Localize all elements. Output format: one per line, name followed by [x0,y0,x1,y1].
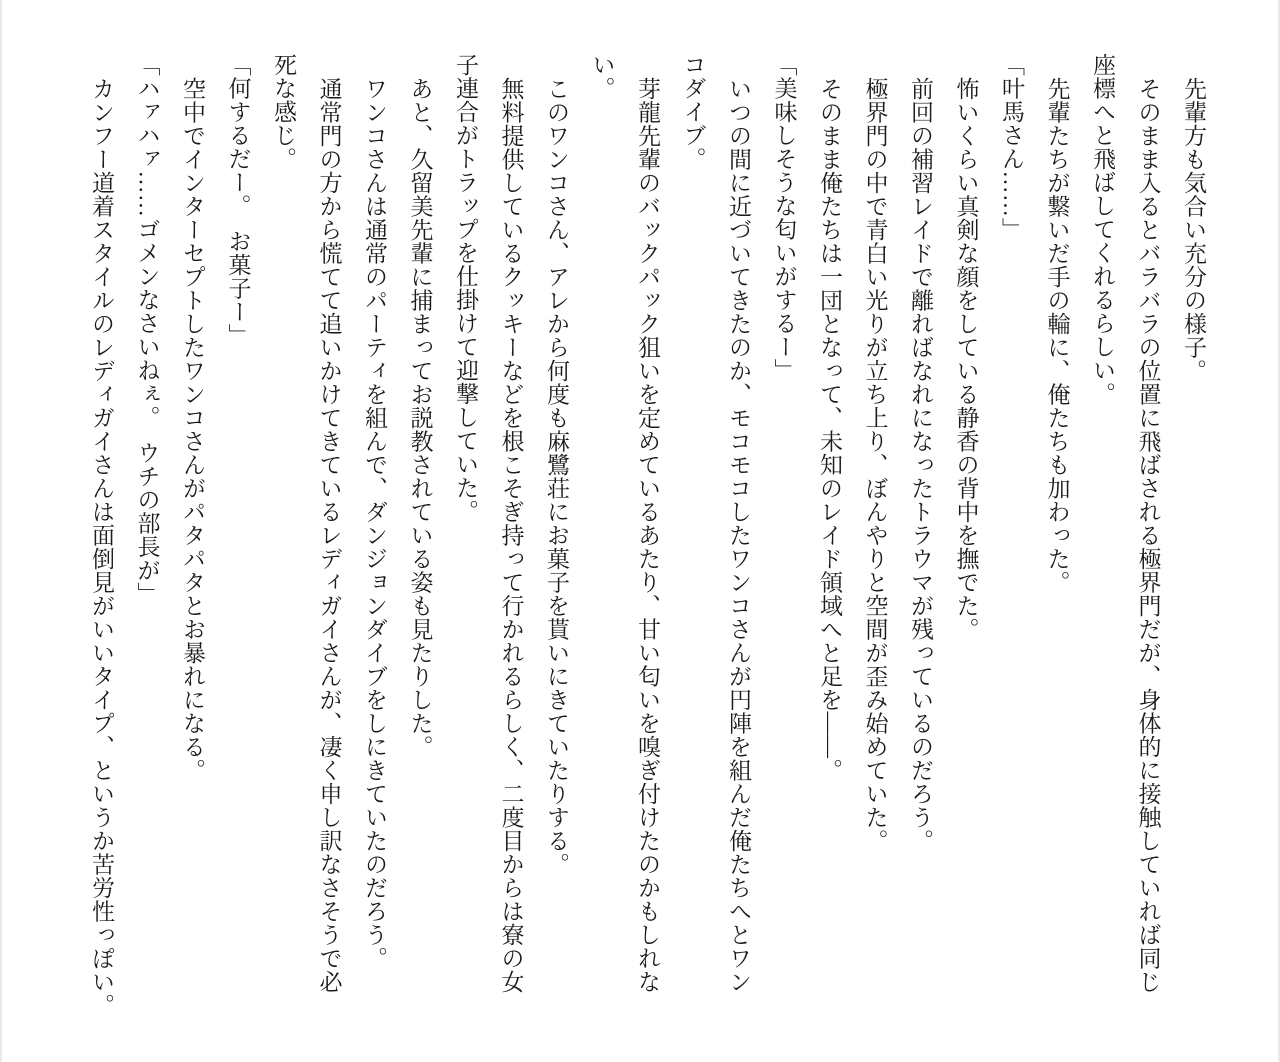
text-line: コダイブ。 [680,53,706,171]
text-line: そのまま俺たちは一団となって、未知のレイド領域へと足を――。 [817,76,842,782]
text-line: 空中でインターセプトしたワンコさんがパタパタとお暴れになる。 [180,76,205,782]
text-line: 無料提供しているクッキーなどを根こそぎ持って行かれるらしく、二度目からは寮の女 [498,76,524,993]
text-line: 「叶馬さん……」 [999,53,1024,241]
text-line: 極界門の中で青白い光りが立ち上り、ぼんやりと空間が歪み始めていた。 [862,76,888,852]
text-line: 怖いくらい真剣な顔をしている静香の背中を撫でた。 [953,76,979,641]
text-line: そのまま入るとバラバラの位置に飛ばされる極界門だが、身体的に接触していれば同じ [1135,76,1161,993]
vertical-text-block [79,53,1217,1017]
text-line: 芽龍先輩のバックパック狙いを定めているあたり、甘い匂いを嗅ぎ付けたのかもしれな [635,76,660,993]
text-line: 死な感じ。 [271,53,296,171]
text-line: い。 [589,53,615,100]
text-line: 「何するだー。 お菓子ー」 [225,53,251,347]
text-line: 「美味しそうな匂いがするー」 [771,53,797,382]
text-line: 座標へと飛ばしてくれるらしい。 [1090,53,1115,406]
text-line: ワンコさんは通常のパーティを組んで、ダンジョンダイブをしにきていたのだろう。 [362,76,387,970]
text-line: いつの間に近づいてきたのか、モコモコしたワンコさんが円陣を組んだ俺たちへとワン [726,76,751,993]
text-line: 先輩方も気合い充分の様子。 [1181,76,1206,382]
text-line: このワンコさん、アレから何度も麻鷺荘にお菓子を貰いにきていたりする。 [544,76,569,876]
text-line: 先輩たちが繋いだ手の輪に、俺たちも加わった。 [1044,76,1070,594]
text-line: 子連合がトラップを仕掛けて迎撃していた。 [453,53,478,523]
text-line: 前回の補習レイドで離ればなれになったトラウマが残っているのだろう。 [908,76,933,852]
text-line: あと、久留美先輩に捕まってお説教されている姿も見たりした。 [407,76,433,758]
text-line: 「ハァハァ……ゴメンなさいねぇ。 ウチの部長が」 [134,53,160,606]
text-line: 通常門の方から慌てて追いかけてきているレディガイさんが、凄く申し訳なさそうで必 [316,76,342,993]
text-line: カンフー道着スタイルのレディガイさんは面倒見がいいタイプ、というか苦労性っぽい。 [89,76,114,1017]
